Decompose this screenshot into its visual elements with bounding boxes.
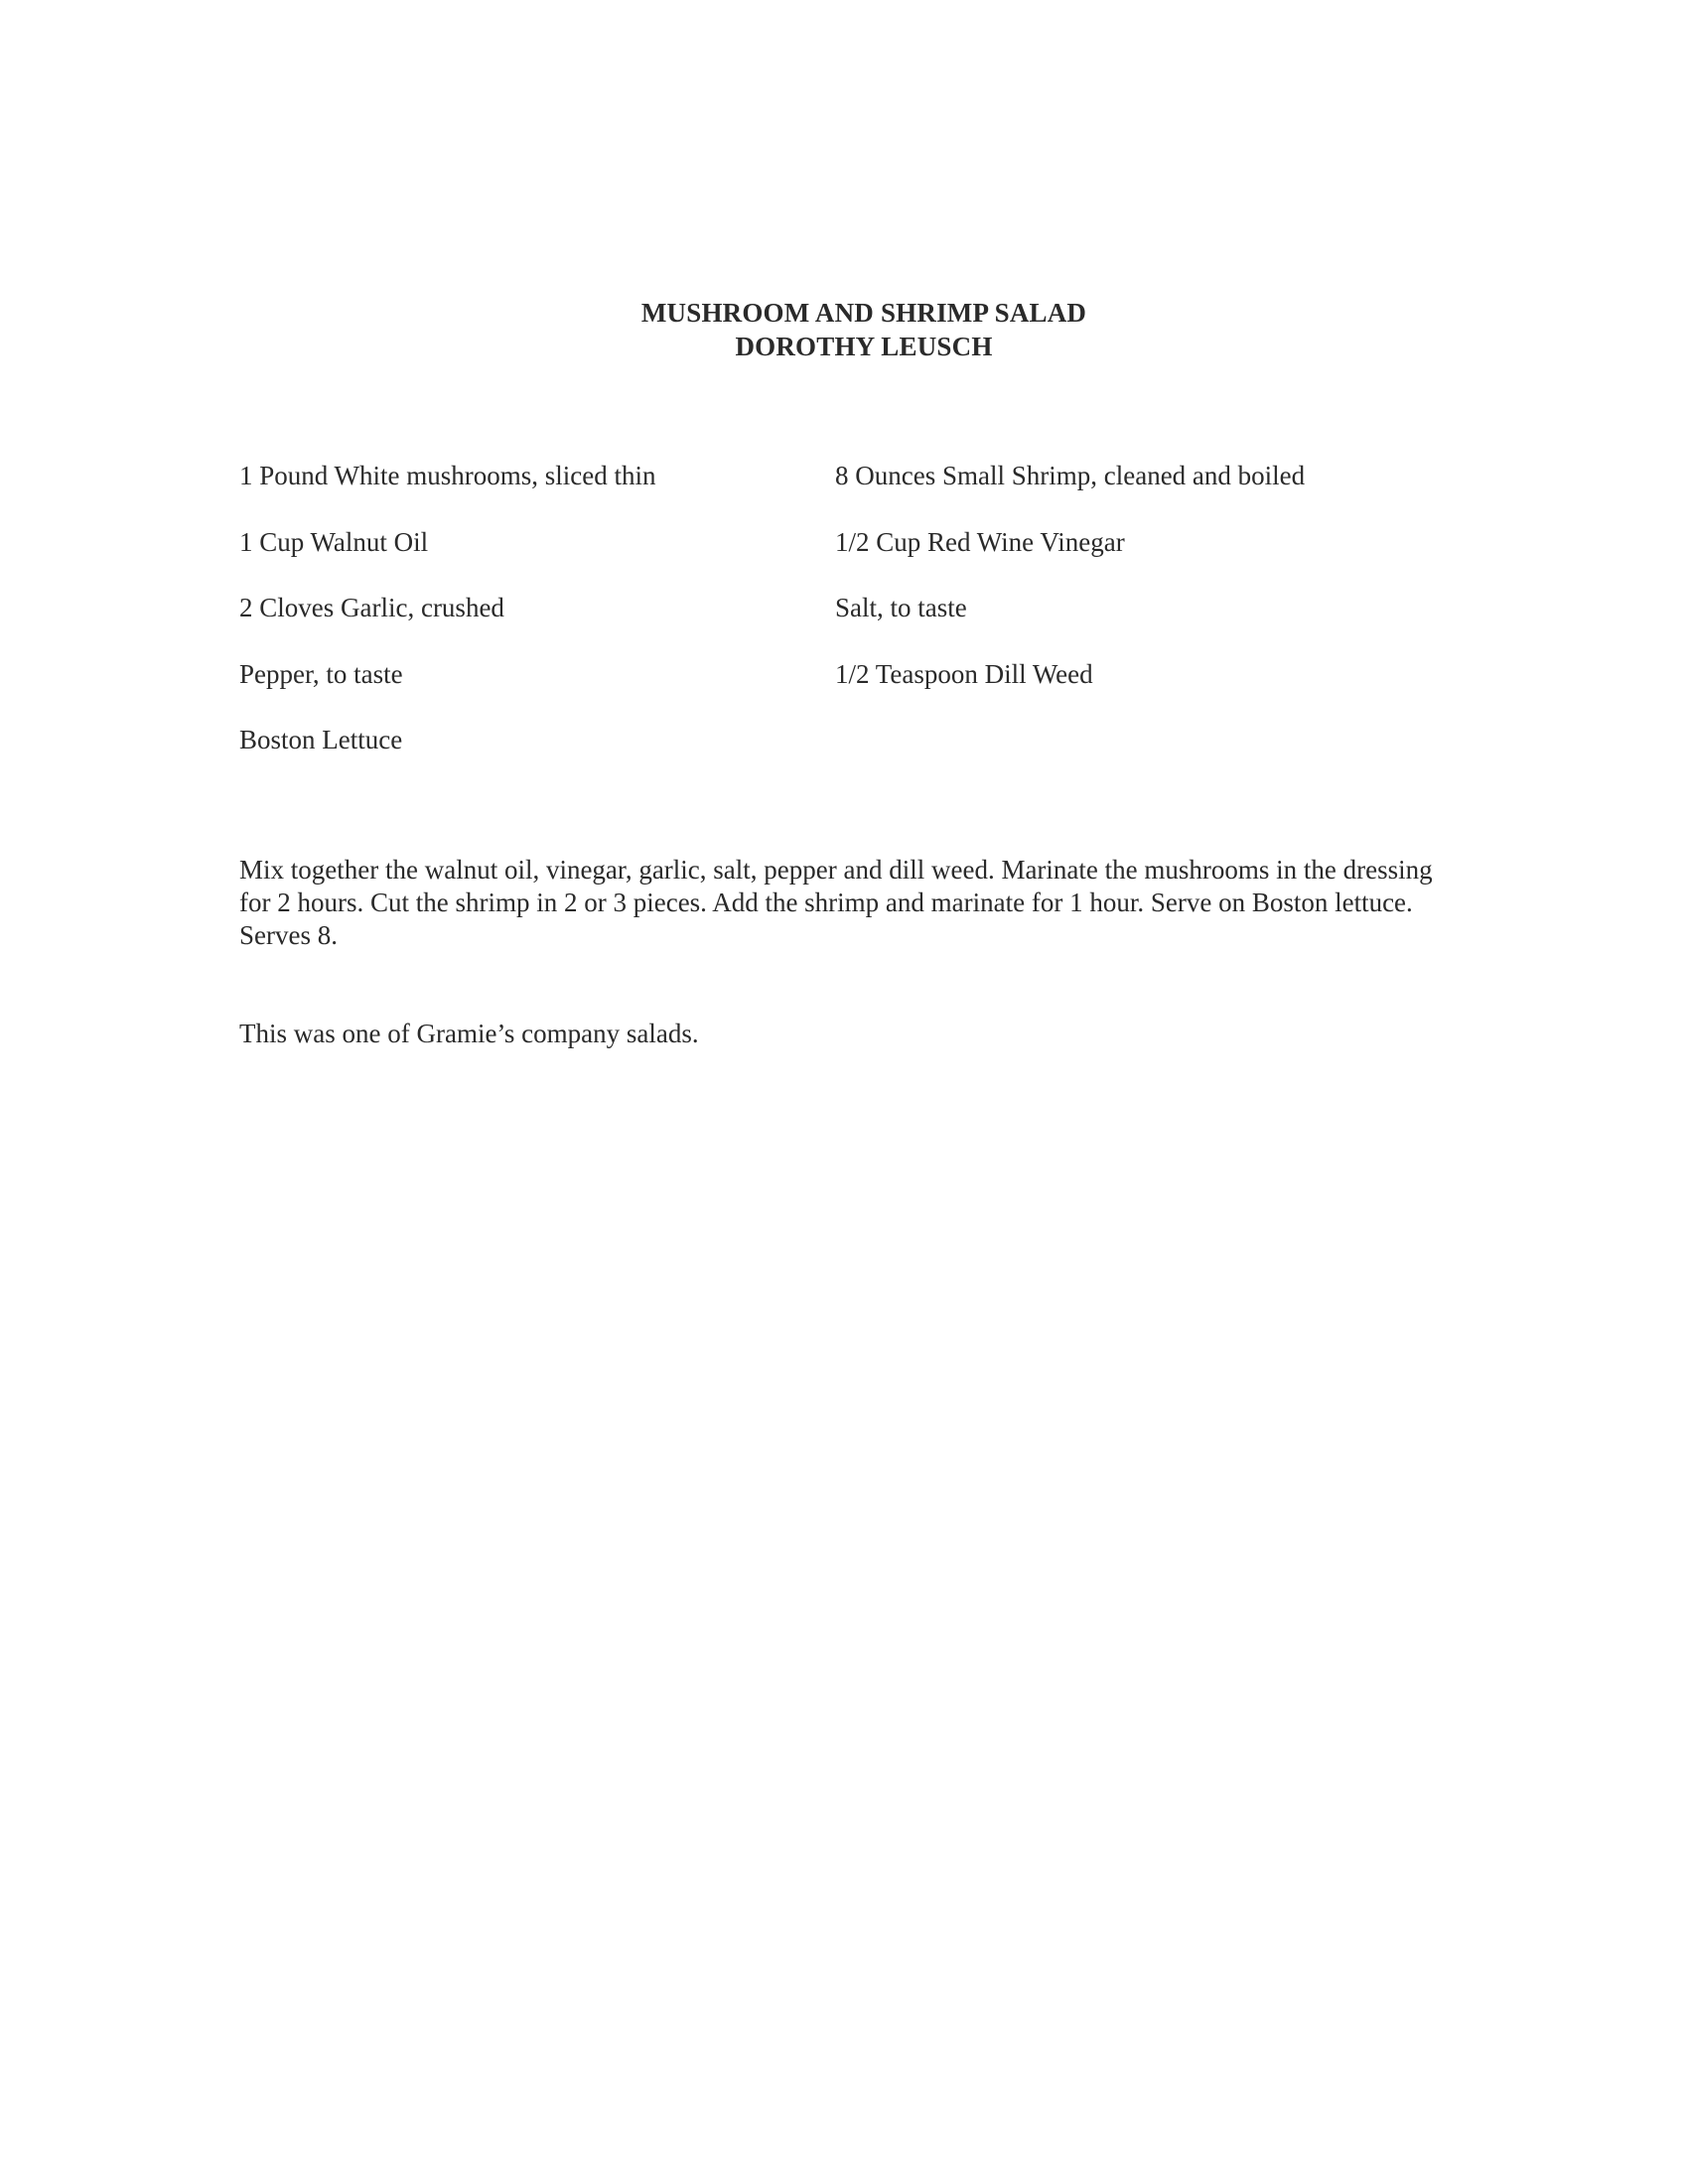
ingredient-item: Boston Lettuce [239, 725, 403, 754]
ingredient-item: 1/2 Cup Red Wine Vinegar [835, 526, 1125, 557]
ingredient-item: 1 Cup Walnut Oil [239, 526, 429, 557]
ingredient-item: 1/2 Teaspoon Dill Weed [835, 658, 1093, 689]
ingredient-item: Salt, to taste [835, 593, 967, 622]
ingredient-item: 1 Pound White mushrooms, sliced thin [239, 461, 656, 490]
ingredient-list [239, 459, 1431, 789]
title-block [0, 296, 1688, 363]
ingredient-item: 2 Cloves Garlic, crushed [239, 593, 504, 622]
recipe-author: DOROTHY LEUSCH [735, 332, 993, 361]
recipe-note: This was one of Gramie’s company salads. [239, 1019, 699, 1048]
ingredient-item: 8 Ounces Small Shrimp, cleaned and boiled [835, 461, 1306, 490]
recipe-title: MUSHROOM AND SHRIMP SALAD [640, 298, 1087, 328]
recipe-instructions: Mix together the walnut oil, vinegar, garlic, salt, pepper and dill weed. Marinate the mushrooms in the dressing for 2 hours. Cut the shrimp in 2 or 3 pieces. Add the shrimp and marinate for 1 hour. Serve on Boston lettuce. Serves 8. [239, 855, 1433, 950]
ingredient-item: Pepper, to taste [239, 658, 403, 689]
